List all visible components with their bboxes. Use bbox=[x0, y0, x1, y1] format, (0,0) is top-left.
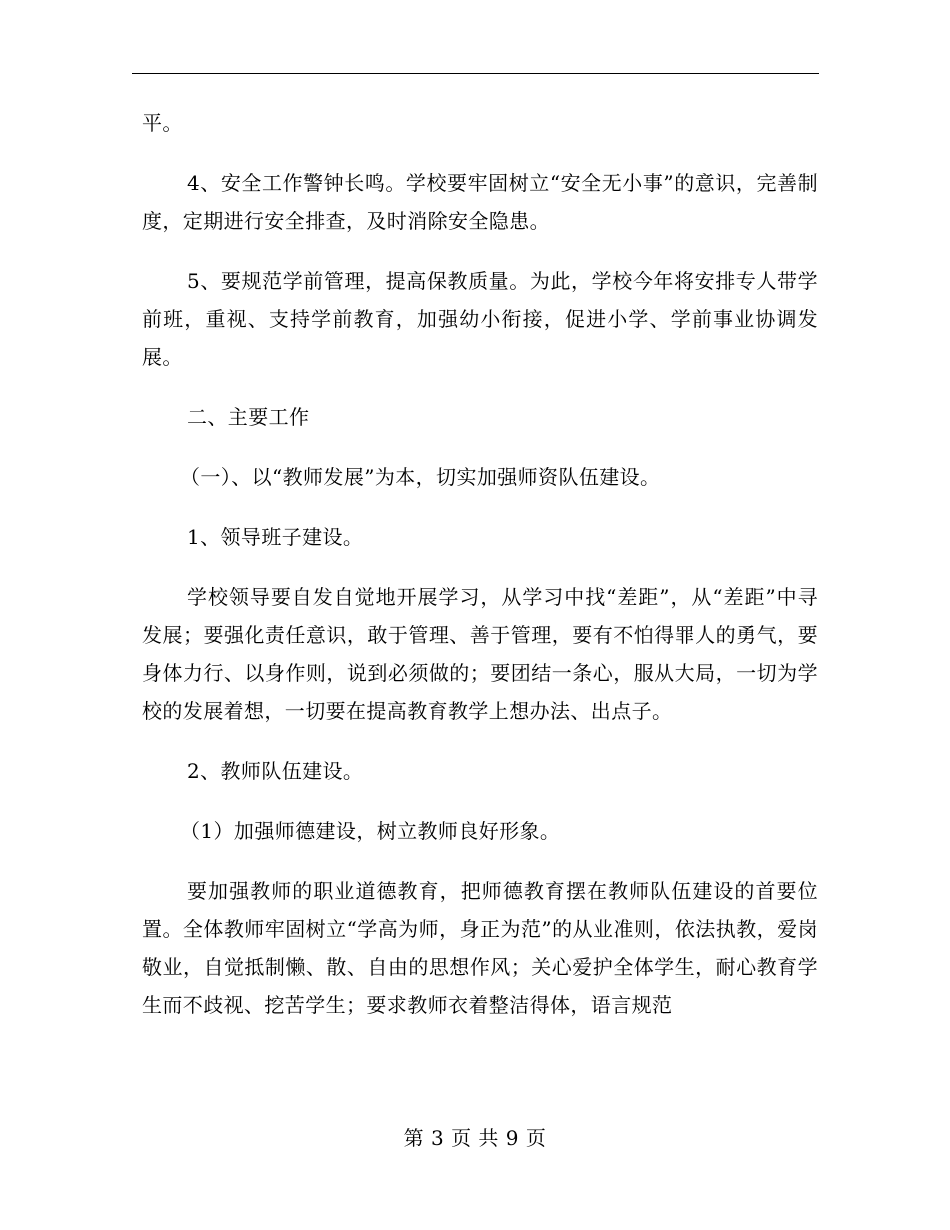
page-footer: 第 3 页 共 9 页 bbox=[403, 1126, 547, 1150]
paragraph-safety: 4、安全工作警钟长鸣。学校要牢固树立“安全无小事”的意识，完善制度，定期进行安全排查，及时消除安全隐患。 bbox=[142, 171, 818, 233]
header-rule bbox=[132, 73, 819, 74]
section-heading-main-work: 二、主要工作 bbox=[187, 405, 310, 429]
paragraph-continuation: 平。 bbox=[142, 111, 183, 135]
paragraph-leadership: 学校领导要自发自觉地开展学习，从学习中找“差距”，从“差距”中寻发展；要强化责任意识，敢于管理、善于管理，要有不怕得罪人的勇气，要身体力行、以身作则，说到必须做的；要团结一条心，服从大局，一切为学校的发展着想，一切要在提高教育教学上想办法、出点子。 bbox=[142, 585, 818, 723]
document-body bbox=[142, 104, 818, 1024]
subitem-heading-ethics: （1）加强师德建设，树立教师良好形象。 bbox=[180, 819, 561, 843]
subsection-heading-teacher-development: （一）、以“教师发展”为本，切实加强师资队伍建设。 bbox=[180, 465, 661, 489]
item-heading-teacher-team: 2、教师队伍建设。 bbox=[187, 759, 364, 783]
paragraph-preschool: 5、要规范学前管理，提高保教质量。为此，学校今年将安排专人带学前班，重视、支持学前教育，加强幼小衔接，促进小学、学前事业协调发展。 bbox=[142, 269, 818, 369]
item-heading-leadership: 1、领导班子建设。 bbox=[187, 525, 364, 549]
paragraph-ethics: 要加强教师的职业道德教育，把师德教育摆在教师队伍建设的首要位置。全体教师牢固树立“学高为师，身正为范”的从业准则，依法执教，爱岗敬业，自觉抵制懒、散、自由的思想作风；关心爱护全体学生，耐心教育学生而不歧视、挖苦学生；要求教师衣着整洁得体，语言规范 bbox=[142, 879, 818, 1017]
